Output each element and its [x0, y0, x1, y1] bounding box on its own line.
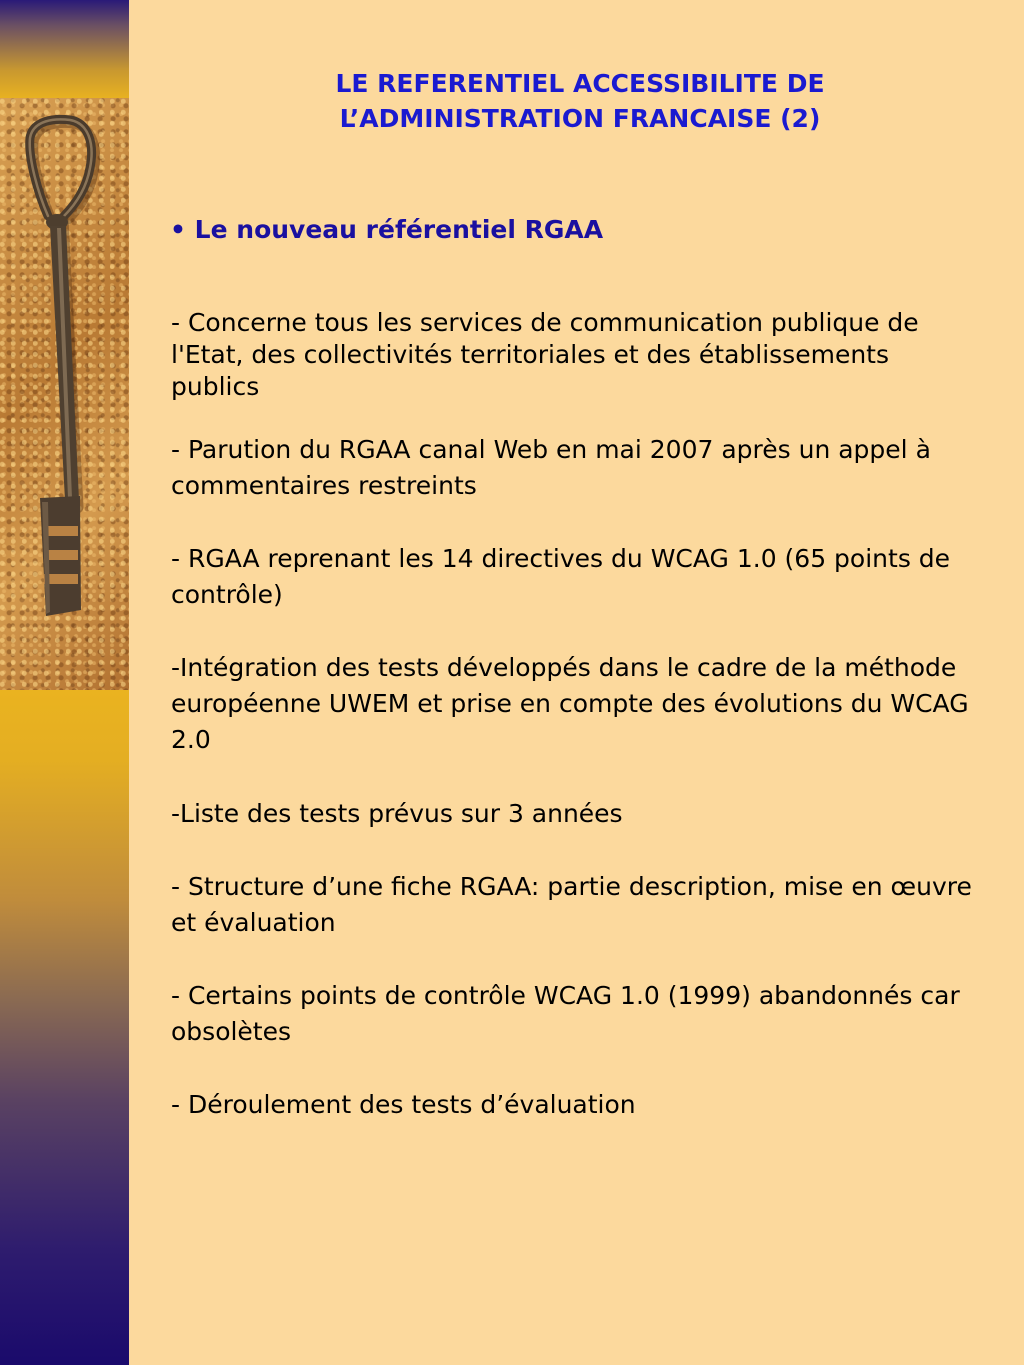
paragraph-wcag-directives: - RGAA reprenant les 14 directives du WCAG 1.0 (65 points de contrôle) [171, 544, 951, 609]
key-icon [0, 98, 129, 690]
key-photo [0, 98, 129, 690]
paragraph-obsolete-points: - Certains points de contrôle WCAG 1.0 (1999) abandonnés car obsolètes [171, 981, 960, 1046]
paragraph-test-list: -Liste des tests prévus sur 3 années [171, 799, 623, 828]
title-line-2: L’ADMINISTRATION FRANCAISE (2) [339, 104, 821, 133]
paragraph-scope: - Concerne tous les services de communication publique de l'Etat, des collectivités territoriales et des établissements publics [171, 308, 919, 401]
paragraph-fiche-structure: - Structure d’une fiche RGAA: partie description, mise en œuvre et évaluation [171, 872, 972, 937]
section-heading: • Le nouveau référentiel RGAA [170, 215, 604, 244]
slide-title [129, 66, 1024, 136]
slide-content [129, 0, 1024, 1365]
paragraph-publication: - Parution du RGAA canal Web en mai 2007 après un appel à commentaires restreints [171, 435, 931, 500]
paragraph-uwem-integration: -Intégration des tests développés dans le cadre de la méthode européenne UWEM et prise en compte des évolutions du WCAG 2.0 [171, 653, 969, 754]
paragraph-test-process: - Déroulement des tests d’évaluation [171, 1090, 636, 1119]
title-line-1: LE REFERENTIEL ACCESSIBILITE DE [335, 69, 825, 98]
